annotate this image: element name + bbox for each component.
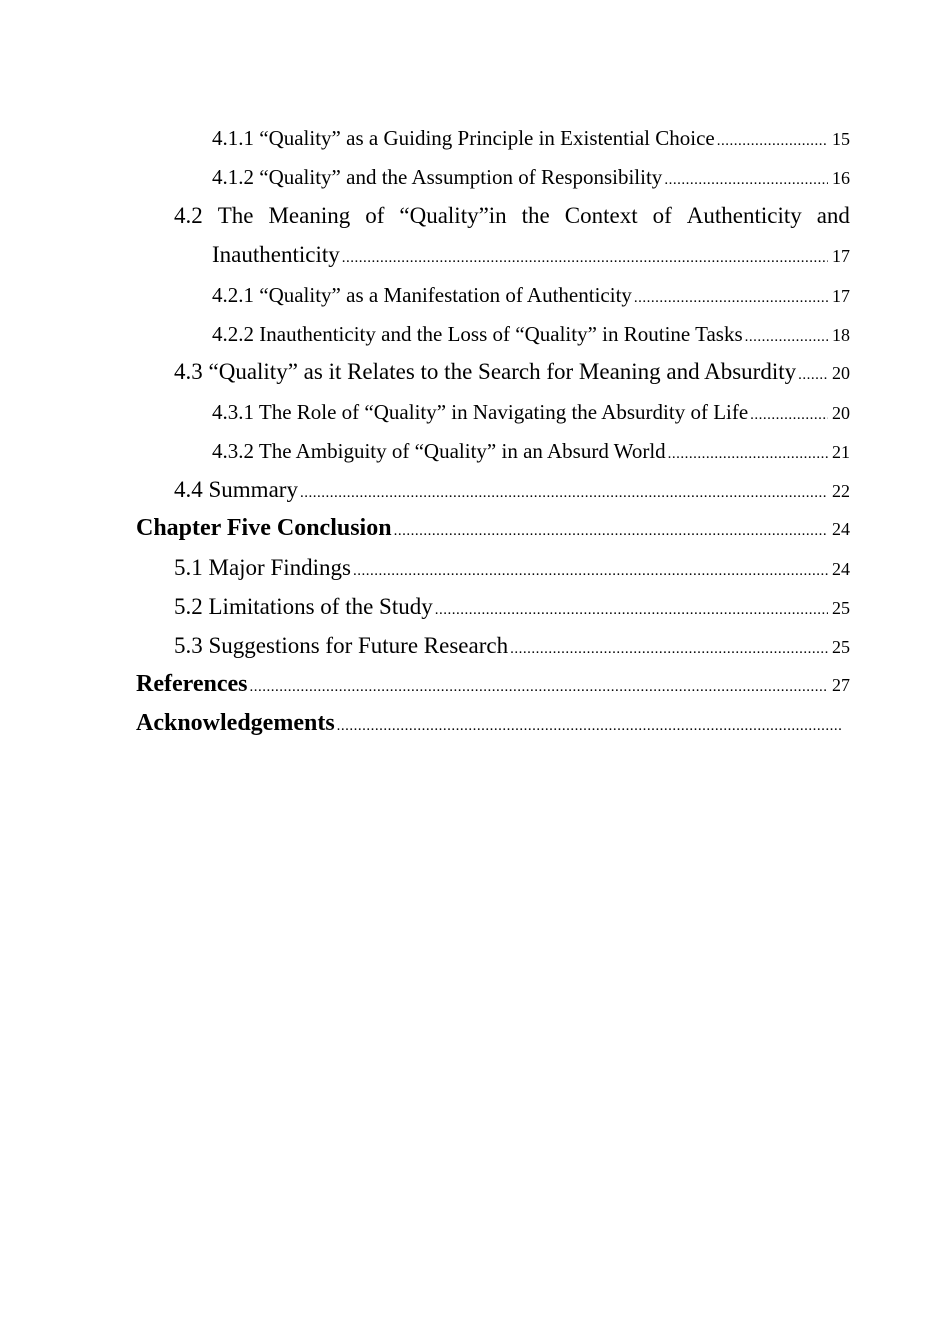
toc-page-number: 20: [832, 403, 850, 423]
toc-word: Authenticity: [686, 203, 802, 228]
toc-word: of: [652, 203, 672, 228]
toc-word: The: [217, 203, 254, 228]
toc-entry-4-3-2[interactable]: [212, 439, 850, 464]
toc-page-number: 25: [832, 598, 850, 618]
toc-word: of: [365, 203, 385, 228]
dot-leader: [717, 133, 828, 150]
dot-leader: [664, 172, 828, 189]
toc-entry-4-2-line2[interactable]: [212, 242, 850, 268]
toc-entry-5-3[interactable]: [174, 633, 850, 659]
toc-page-number: 24: [832, 559, 850, 579]
toc-entry-4-4[interactable]: [174, 477, 850, 503]
toc-page-number: 24: [832, 519, 850, 539]
toc-entry-title: Inauthenticity: [212, 242, 340, 267]
toc-entry-4-2-1[interactable]: [212, 283, 850, 308]
toc-entry-chapter-five[interactable]: [136, 515, 850, 542]
toc-word: 4.2: [174, 203, 203, 228]
toc-entry-4-1-2[interactable]: [212, 165, 850, 190]
toc-entry-title: 5.1 Major Findings: [174, 555, 351, 580]
dot-leader: [394, 523, 828, 540]
toc-entry-title: Acknowledgements: [136, 710, 335, 736]
toc-page-number: 15: [832, 129, 850, 149]
toc-page-number: 17: [832, 286, 850, 306]
toc-entry-5-1[interactable]: [174, 555, 850, 581]
toc-entry-title: 4.4 Summary: [174, 477, 298, 502]
toc-entry-title: References: [136, 671, 248, 697]
toc-entry-title: Chapter Five Conclusion: [136, 515, 392, 541]
dot-leader: [798, 367, 828, 384]
toc-entry-acknowledgements[interactable]: [136, 710, 846, 737]
toc-page-number: 16: [832, 168, 850, 188]
dot-leader: [337, 718, 842, 735]
toc-entry-title: 4.3.1 The Role of “Quality” in Navigating the Absurdity of Life: [212, 400, 749, 424]
toc-entry-4-3[interactable]: [174, 359, 850, 385]
toc-word: and: [816, 203, 850, 228]
dot-leader: [745, 329, 828, 346]
toc-entry-4-2-line1[interactable]: [174, 203, 850, 229]
toc-page-number: 21: [832, 442, 850, 462]
toc-entry-title: 4.2.1 “Quality” as a Manifestation of Authenticity: [212, 283, 632, 307]
toc-page-number: 18: [832, 325, 850, 345]
toc-entry-4-3-1[interactable]: [212, 400, 850, 425]
toc-word: Context: [564, 203, 638, 228]
dot-leader: [750, 407, 828, 424]
toc-word: “Quality”in: [399, 203, 507, 228]
dot-leader: [435, 602, 828, 619]
toc-entry-title: 5.2 Limitations of the Study: [174, 594, 433, 619]
toc-entry-title: 4.3.2 The Ambiguity of “Quality” in an Absurd World: [212, 439, 666, 463]
dot-leader: [353, 563, 828, 580]
dot-leader: [510, 641, 828, 658]
toc-page-number: 22: [832, 481, 850, 501]
dot-leader: [342, 250, 828, 267]
toc-entry-4-2-2[interactable]: [212, 322, 850, 347]
toc-page-number: 20: [832, 363, 850, 383]
dot-leader: [668, 446, 828, 463]
toc-entry-4-1-1[interactable]: [212, 126, 850, 151]
toc-entry-5-2[interactable]: [174, 594, 850, 620]
toc-entry-title: 4.3 “Quality” as it Relates to the Search for Meaning and Absurdity: [174, 359, 797, 384]
toc-page-number: 17: [832, 246, 850, 266]
toc-entry-title: 4.1.2 “Quality” and the Assumption of Responsibility: [212, 165, 663, 189]
toc-entry-title: 5.3 Suggestions for Future Research: [174, 633, 509, 658]
toc-entry-references[interactable]: [136, 671, 850, 698]
toc-word: Meaning: [268, 203, 351, 228]
dot-leader: [634, 290, 828, 307]
toc-page-number: 25: [832, 637, 850, 657]
toc-entry-title: 4.1.1 “Quality” as a Guiding Principle in Existential Choice: [212, 126, 715, 150]
toc-entry-title: 4.2.2 Inauthenticity and the Loss of “Quality” in Routine Tasks: [212, 322, 743, 346]
toc-page-number: 27: [832, 675, 850, 695]
toc-word: the: [521, 203, 550, 228]
dot-leader: [250, 679, 829, 696]
dot-leader: [300, 485, 828, 502]
